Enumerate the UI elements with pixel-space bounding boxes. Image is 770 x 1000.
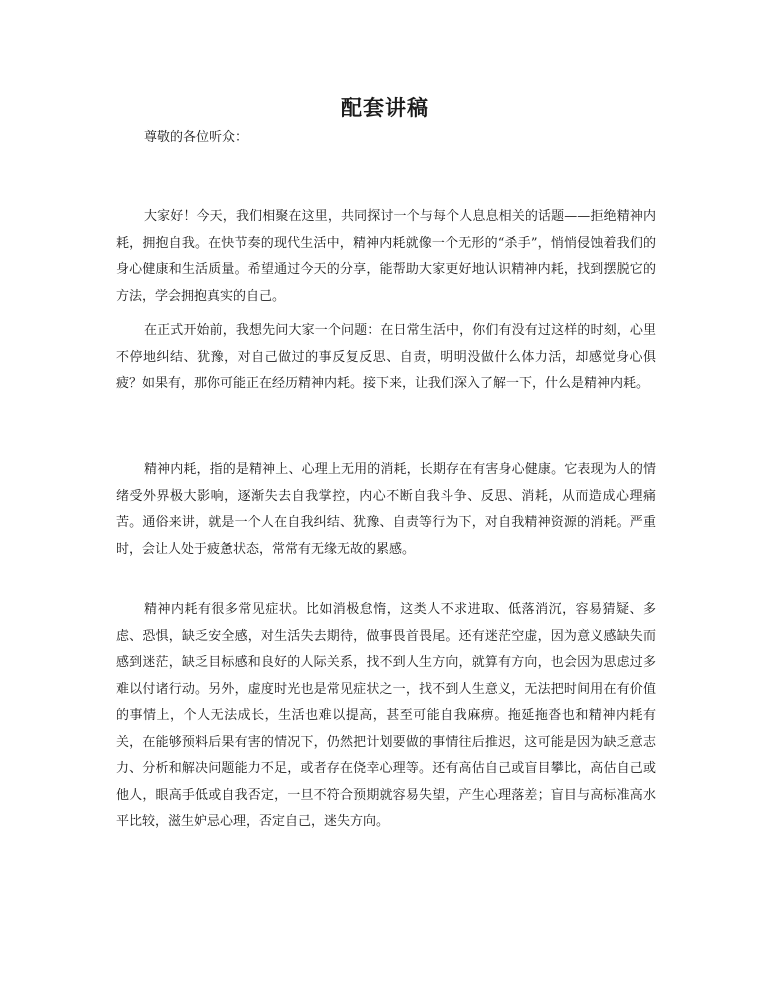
- paragraph-greeting: 大家好！今天，我们相聚在这里，共同探讨一个与每个人息息相关的话题——拒绝精神内耗，拥抱自我。在快节奏的现代生活中，精神内耗就像一个无形的“杀手”，悄悄侵蚀着我们的身心健康和生活质量。希望通过今天的分享，能帮助大家更好地认识精神内耗，找到摆脱它的方法，学会拥抱真实的自己。: [116, 209, 656, 304]
- paragraph-definition: 精神内耗，指的是精神上、心理上无用的消耗，长期存在有害身心健康。它表现为人的情绪受外界极大影响，逐渐失去自我掌控，内心不断自我斗争、反思、消耗，从而造成心理痛苦。通俗来讲，就是一个人在自我纠结、犹豫、自责等行为下，对自我精神资源的消耗。严重时，会让人处于疲惫状态，常常有无缘无故的累感。: [116, 462, 656, 557]
- page-title: 配套讲稿: [341, 95, 429, 120]
- paragraph-symptoms: 精神内耗有很多常见症状。比如消极怠惰，这类人不求进取、低落消沉，容易猜疑、多虑、恐惧，缺乏安全感，对生活失去期待，做事畏首畏尾。还有迷茫空虚，因为意义感缺失而感到迷茫，缺乏目标感和良好的人际关系，找不到人生方向，就算有方向，也会因为思虑过多难以付诸行动。另外，虚度时光也是常见症状之一，找不到人生意义，无法把时间用在有价值的事情上，个人无法成长，生活也难以提高，甚至可能自我麻痹。拖延拖沓也和精神内耗有关，在能够预料后果有害的情况下，仍然把计划要做的事情往后推迟，这可能是因为缺乏意志力、分析和解决问题能力不足，或者存在侥幸心理等。还有高估自己或盲目攀比，高估自己或他人，眼高手低或自我否定，一旦不符合预期就容易失望，产生心理落差；盲目与高标准高水平比较，滋生妒忌心理，否定自己，迷失方向。: [116, 602, 656, 829]
- salutation: 尊敬的各位听众：: [144, 130, 249, 145]
- paragraph-question: 在正式开始前，我想先问大家一个问题：在日常生活中，你们有没有过这样的时刻，心里不停地纠结、犹豫，对自己做过的事反复反思、自责，明明没做什么体力活，却感觉身心俱疲？如果有，那你可能正在经历精神内耗。接下来，让我们深入了解一下，什么是精神内耗。: [116, 323, 656, 391]
